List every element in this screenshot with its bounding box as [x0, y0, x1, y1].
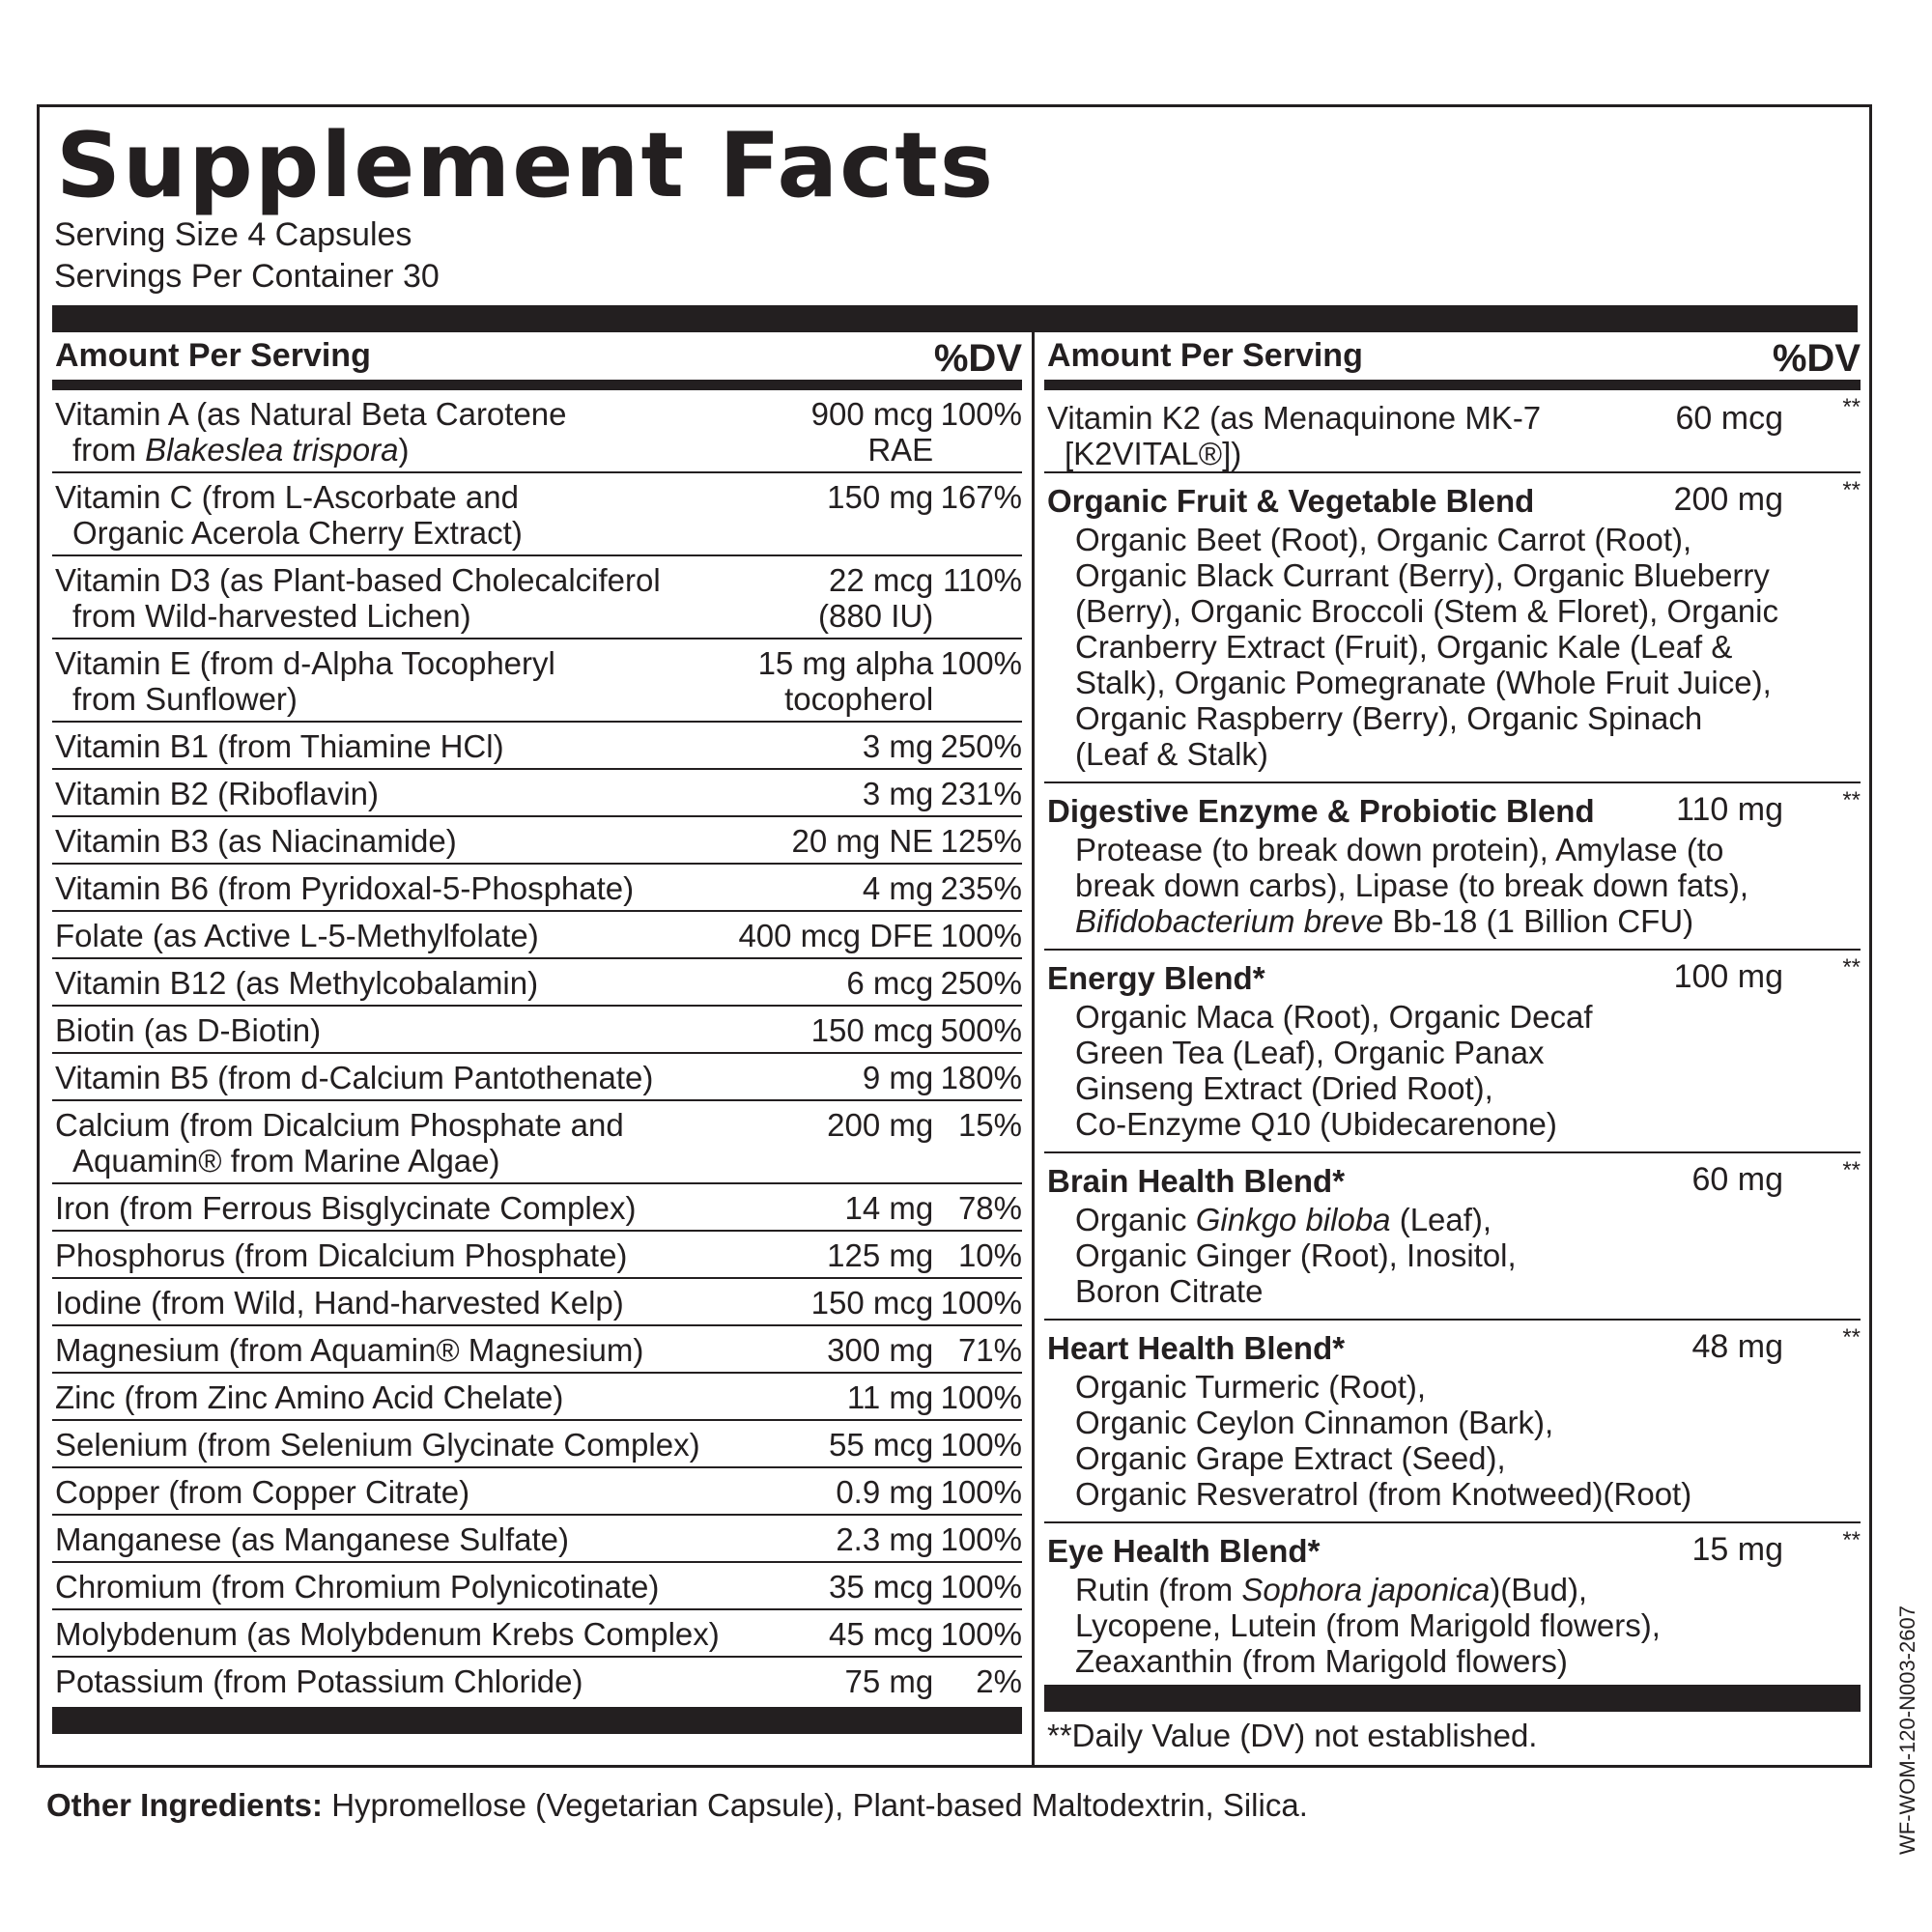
ingredient-text: (Leaf), [1390, 1202, 1492, 1237]
ingredient-line: Organic Black Currant (Berry), Organic Blueberry [1075, 557, 1770, 593]
blend-ingredients [1044, 1202, 1861, 1309]
daily-value: 2% [976, 1663, 1022, 1699]
daily-value: 100% [933, 1515, 1022, 1562]
nutrient-name: Vitamin D3 (as Plant-based Cholecalciferol [55, 562, 661, 598]
dv-not-established-mark: ** [1842, 1324, 1861, 1350]
blend-ingredients [1044, 832, 1861, 939]
header-rule [1044, 380, 1861, 390]
nutrient-amount-cell [720, 1231, 933, 1278]
nutrient-amount-cell [720, 555, 933, 639]
blend-name: Digestive Enzyme & Probiotic Blend [1047, 793, 1595, 829]
nutrient-row [52, 769, 1022, 816]
ingredient-line: Organic Maca (Root), Organic Decaf [1075, 999, 1593, 1035]
bottom-rule [52, 1707, 1022, 1734]
nutrient-row [52, 864, 1022, 911]
name-italic: Blakeslea trispora [145, 432, 399, 468]
nutrient-name-cell [52, 1100, 720, 1183]
nutrient-row [52, 1515, 1022, 1562]
blend-header [1044, 1527, 1861, 1572]
nutrient-name-cell [52, 769, 720, 816]
nutrient-amount: 0.9 mg [836, 1474, 934, 1510]
ingredient-line: Organic Raspberry (Berry), Organic Spinach [1075, 700, 1703, 736]
nutrient-name: Vitamin B1 (from Thiamine HCl) [55, 728, 504, 764]
dv-not-established-mark: ** [1842, 477, 1861, 503]
name-part: from [72, 432, 146, 468]
ingredient-line: Co-Enzyme Q10 (Ubidecarenone) [1075, 1106, 1557, 1142]
blend-ingredients [1044, 1369, 1861, 1512]
nutrient-amount: 150 mcg [810, 1285, 934, 1321]
blend-header [1044, 1157, 1861, 1202]
daily-value: 100% [933, 1467, 1022, 1515]
nutrient-name: Zinc (from Zinc Amino Acid Chelate) [55, 1379, 564, 1415]
nutrient-row [52, 390, 1022, 472]
nutrient-amount: 150 mcg [810, 1012, 934, 1048]
nutrient-name: Vitamin B2 (Riboflavin) [55, 776, 380, 811]
blend-amount: 48 mg [1691, 1328, 1783, 1365]
daily-value: 100% [933, 1420, 1022, 1467]
nutrient-name: Vitamin B5 (from d-Calcium Pantothenate) [55, 1060, 654, 1095]
daily-value: 100% [933, 1609, 1022, 1657]
daily-value: 250% [933, 722, 1022, 769]
nutrient-amount-cell [720, 1278, 933, 1325]
nutrient-row [52, 1006, 1022, 1053]
daily-value: 125% [933, 816, 1022, 864]
nutrient-amount: 35 mcg [828, 1569, 934, 1605]
nutrient-amount-cell [720, 1053, 933, 1100]
column-header [52, 335, 1022, 378]
nutrient-amount: 75 mg [844, 1663, 934, 1699]
ingredient-line [1075, 1202, 1861, 1237]
nutrient-name: Vitamin C (from L-Ascorbate and [55, 479, 519, 515]
nutrient-name-cell [52, 1515, 720, 1562]
nutrient-name-cell [52, 816, 720, 864]
nutrient-name: Copper (from Copper Citrate) [55, 1474, 470, 1510]
blend-header [1044, 477, 1861, 522]
blend-name: Brain Health Blend* [1047, 1163, 1346, 1199]
nutrient-row [52, 1420, 1022, 1467]
nutrient-amount-unit: (880 IU) [817, 598, 934, 634]
nutrient-row [52, 555, 1022, 639]
nutrient-name-cell [52, 472, 720, 555]
ingredient-line: Protease (to break down protein), Amylase (to [1075, 832, 1724, 867]
daily-value: 100% [933, 1278, 1022, 1325]
nutrient-amount: 45 mcg [828, 1616, 934, 1652]
nutrient-amount-cell [720, 639, 933, 722]
daily-value-header: %DV [933, 337, 1022, 380]
dv-not-established-mark: ** [1842, 787, 1861, 813]
nutrient-name-cont [55, 681, 720, 717]
ingredient-line: Green Tea (Leaf), Organic Panax [1075, 1035, 1545, 1070]
daily-value: 231% [933, 769, 1022, 816]
nutrient-name-cell [52, 1609, 720, 1657]
left-nutrient-column [52, 335, 1022, 1734]
nutrient-name-cont [55, 1143, 720, 1179]
nutrient-row [52, 816, 1022, 864]
nutrient-name-cell [52, 390, 720, 472]
name-part: from Wild-harvested Lichen) [72, 598, 471, 634]
ingredient-line: Organic Resveratrol (from Knotweed)(Root) [1075, 1476, 1692, 1512]
blend-ingredients [1044, 1572, 1861, 1679]
other-ingredients-text: Hypromellose (Vegetarian Capsule), Plant-based Maltodextrin, Silica. [323, 1787, 1308, 1823]
nutrient-name-cell [52, 1183, 720, 1231]
ingredient-line: Organic Turmeric (Root), [1075, 1369, 1427, 1405]
nutrient-amount: 9 mg [862, 1060, 934, 1095]
blend-list [1044, 473, 1861, 1689]
nutrient-amount: 125 mg [827, 1237, 934, 1273]
nutrient-row [52, 1373, 1022, 1420]
nutrient-amount-unit: RAE [867, 432, 934, 468]
nutrient-row [52, 1100, 1022, 1183]
nutrient-name-cont [55, 598, 720, 634]
nutrient-name: Calcium (from Dicalcium Phosphate and [55, 1107, 624, 1143]
ingredient-text: Rutin (from [1075, 1572, 1242, 1607]
header-rule [52, 380, 1022, 390]
ingredient-italic: Bifidobacterium breve [1075, 903, 1384, 939]
nutrient-amount-cell [720, 472, 933, 555]
nutrient-name-cell [52, 555, 720, 639]
blend-name: Organic Fruit & Vegetable Blend [1047, 483, 1535, 519]
ingredient-text: Bb-18 (1 Billion CFU) [1383, 903, 1694, 939]
nutrient-row [52, 639, 1022, 722]
nutrient-amount: 300 mg [827, 1332, 934, 1368]
nutrient-amount-cell [720, 1373, 933, 1420]
nutrient-name: Phosphorus (from Dicalcium Phosphate) [55, 1237, 628, 1273]
nutrient-amount-cell [720, 769, 933, 816]
nutrient-name: Vitamin B12 (as Methylcobalamin) [55, 965, 539, 1001]
nutrient-row [52, 1657, 1022, 1703]
daily-value: 110% [933, 555, 1022, 639]
thick-rule [52, 305, 1858, 332]
nutrient-name-cell [52, 1053, 720, 1100]
nutrient-name-cont: [K2VITAL®]) [1065, 436, 1242, 471]
nutrient-name-cont [55, 432, 720, 468]
ingredient-line: Boron Citrate [1075, 1273, 1264, 1309]
blend-section [1044, 951, 1861, 1153]
nutrient-row [52, 911, 1022, 958]
ingredient-line: Organic Ceylon Cinnamon (Bark), [1075, 1405, 1554, 1440]
daily-value: 78% [933, 1183, 1022, 1231]
amount-per-serving-header: Amount Per Serving [55, 337, 371, 374]
nutrient-row [52, 958, 1022, 1006]
nutrient-name: Folate (as Active L-5-Methylfolate) [55, 918, 539, 953]
ingredient-line: Stalk), Organic Pomegranate (Whole Fruit Juice), [1075, 665, 1772, 700]
nutrient-amount: 3 mg [862, 728, 934, 764]
name-part: from Sunflower) [72, 681, 298, 717]
vitamin-k2-row [1044, 390, 1861, 473]
ingredient-italic: Sophora japonica [1241, 1572, 1491, 1607]
nutrient-name: Iodine (from Wild, Hand-harvested Kelp) [55, 1285, 624, 1321]
nutrient-table [52, 390, 1022, 1703]
nutrient-row [52, 472, 1022, 555]
blend-name: Heart Health Blend* [1047, 1330, 1346, 1366]
dv-not-established-mark: ** [1842, 1527, 1861, 1553]
nutrient-row [52, 1325, 1022, 1373]
nutrient-amount-cell [720, 864, 933, 911]
nutrient-amount-cell [720, 1183, 933, 1231]
nutrient-name-cell [52, 722, 720, 769]
ingredient-line: Organic Ginger (Root), Inositol, [1075, 1237, 1517, 1273]
nutrient-amount: 900 mcg [810, 396, 934, 432]
dv-not-established-mark: ** [1842, 1157, 1861, 1183]
daily-value: 167% [933, 472, 1022, 555]
blend-name: Energy Blend* [1047, 960, 1265, 996]
nutrient-amount-cell [720, 1515, 933, 1562]
nutrient-amount-cell [720, 1006, 933, 1053]
nutrient-row [52, 1278, 1022, 1325]
bottom-rule [1044, 1685, 1861, 1712]
blend-section [1044, 473, 1861, 783]
nutrient-name-cell [52, 1325, 720, 1373]
supplement-facts-panel [37, 104, 1872, 1768]
other-ingredients [46, 1787, 1308, 1824]
daily-value: 71% [933, 1325, 1022, 1373]
ingredient-italic: Ginkgo biloba [1195, 1202, 1391, 1237]
ingredient-line: Ginseng Extract (Dried Root), [1075, 1070, 1493, 1106]
nutrient-row [52, 1231, 1022, 1278]
amount-per-serving-header: Amount Per Serving [1047, 337, 1363, 374]
blend-amount: 100 mg [1673, 958, 1783, 995]
nutrient-name-cell [52, 958, 720, 1006]
blend-header [1044, 954, 1861, 999]
nutrient-amount-cell [720, 1609, 933, 1657]
daily-value: 180% [933, 1053, 1022, 1100]
nutrient-amount-cell [720, 1562, 933, 1609]
nutrient-amount: 60 mcg [1675, 400, 1783, 437]
nutrient-amount: 11 mg [846, 1379, 934, 1415]
ingredient-line: (Berry), Organic Broccoli (Stem & Floret), Organic [1075, 593, 1778, 629]
ingredient-text: Organic [1075, 1202, 1196, 1237]
blend-section [1044, 1321, 1861, 1523]
nutrient-amount-cell [720, 1467, 933, 1515]
daily-value-header: %DV [1772, 337, 1861, 380]
nutrient-amount-cell [720, 722, 933, 769]
blend-section [1044, 1523, 1861, 1689]
ingredient-line: Organic Beet (Root), Organic Carrot (Root), [1075, 522, 1692, 557]
daily-value: 500% [933, 1006, 1022, 1053]
nutrient-amount-cell [720, 816, 933, 864]
lot-code: WF-WOM-120-N003-2607 [1895, 1605, 1919, 1855]
servings-per-container: Servings Per Container 30 [54, 258, 440, 295]
nutrient-name-cell [52, 1420, 720, 1467]
nutrient-name: Vitamin E (from d-Alpha Tocopheryl [55, 645, 555, 681]
nutrient-name: Vitamin B3 (as Niacinamide) [55, 823, 457, 859]
nutrient-amount: 3 mg [862, 776, 934, 811]
nutrient-name-cell [52, 1467, 720, 1515]
daily-value: 100% [933, 639, 1022, 722]
nutrient-name: Manganese (as Manganese Sulfate) [55, 1521, 569, 1557]
nutrient-amount: 200 mg [827, 1107, 934, 1143]
daily-value: 100% [933, 1373, 1022, 1420]
nutrient-name: Vitamin B6 (from Pyridoxal-5-Phosphate) [55, 870, 635, 906]
nutrient-amount: 55 mcg [828, 1427, 934, 1463]
daily-value: 250% [933, 958, 1022, 1006]
serving-size: Serving Size 4 Capsules [54, 216, 412, 253]
nutrient-amount-cell [720, 1420, 933, 1467]
daily-value: 100% [933, 911, 1022, 958]
nutrient-name-cell [52, 1278, 720, 1325]
nutrient-row [52, 1562, 1022, 1609]
right-blend-column [1044, 335, 1861, 1689]
nutrient-name-cont [55, 515, 720, 551]
nutrient-name-cell [52, 639, 720, 722]
daily-value: 15% [933, 1100, 1022, 1183]
panel-title: Supplement Facts [56, 113, 996, 217]
name-part: Organic Acerola Cherry Extract) [72, 515, 523, 551]
name-part: ) [398, 432, 410, 468]
nutrient-amount-cell [720, 1657, 933, 1703]
nutrient-amount: 2.3 mg [836, 1521, 934, 1557]
nutrient-amount: 400 mcg DFE [738, 918, 934, 953]
nutrient-row [52, 1053, 1022, 1100]
nutrient-name-cell [52, 1657, 720, 1703]
blend-ingredients [1044, 999, 1861, 1142]
nutrient-amount: 20 mg NE [791, 823, 934, 859]
ingredient-line [1075, 903, 1861, 939]
nutrient-name-cell [52, 911, 720, 958]
dv-not-established-mark: ** [1842, 954, 1861, 980]
ingredient-line: (Leaf & Stalk) [1075, 736, 1268, 772]
nutrient-name: Molybdenum (as Molybdenum Krebs Complex) [55, 1616, 720, 1652]
other-ingredients-label: Other Ingredients: [46, 1787, 324, 1823]
nutrient-amount-cell [720, 958, 933, 1006]
blend-amount: 15 mg [1691, 1531, 1783, 1568]
nutrient-name-cell [52, 1562, 720, 1609]
nutrient-name-cell [52, 1231, 720, 1278]
ingredient-line: Cranberry Extract (Fruit), Organic Kale (Leaf & [1075, 629, 1733, 665]
nutrient-row [52, 722, 1022, 769]
nutrient-amount: 150 mg [827, 479, 934, 515]
ingredient-text: )(Bud), [1490, 1572, 1588, 1607]
nutrient-name-cell [52, 1373, 720, 1420]
nutrient-name: Vitamin K2 (as Menaquinone MK-7 [1047, 400, 1542, 436]
nutrient-amount-cell [720, 911, 933, 958]
column-header [1044, 335, 1861, 378]
blend-section [1044, 783, 1861, 951]
nutrient-name: Chromium (from Chromium Polynicotinate) [55, 1569, 660, 1605]
blend-section [1044, 1153, 1861, 1321]
dv-not-established-mark: ** [1842, 394, 1861, 420]
name-part: Aquamin® from Marine Algae) [72, 1143, 500, 1179]
ingredient-line: break down carbs), Lipase (to break down fats), [1075, 867, 1749, 903]
blend-header [1044, 787, 1861, 832]
ingredient-line: Lycopene, Lutein (from Marigold flowers), [1075, 1607, 1661, 1643]
nutrient-amount-cell [720, 1325, 933, 1373]
blend-name: Eye Health Blend* [1047, 1533, 1321, 1569]
ingredient-line: Organic Grape Extract (Seed), [1075, 1440, 1506, 1476]
ingredient-line [1075, 1572, 1861, 1607]
blend-ingredients [1044, 522, 1861, 772]
blend-amount: 60 mg [1691, 1161, 1783, 1198]
nutrient-row [52, 1467, 1022, 1515]
nutrient-amount-cell [720, 1100, 933, 1183]
nutrient-amount: 4 mg [862, 870, 934, 906]
nutrient-row [52, 1609, 1022, 1657]
dv-footnote: **Daily Value (DV) not established. [1047, 1718, 1538, 1753]
blend-amount: 200 mg [1673, 481, 1783, 518]
nutrient-name: Biotin (as D-Biotin) [55, 1012, 322, 1048]
nutrient-name: Potassium (from Potassium Chloride) [55, 1663, 583, 1699]
nutrient-name: Iron (from Ferrous Bisglycinate Complex) [55, 1190, 637, 1226]
nutrient-amount-unit: tocopherol [784, 681, 934, 717]
nutrient-amount: 14 mg [844, 1190, 934, 1226]
nutrient-amount: 6 mcg [846, 965, 934, 1001]
nutrient-name-cell [52, 1006, 720, 1053]
blend-amount: 110 mg [1676, 791, 1783, 828]
nutrient-amount: 15 mg alpha [757, 645, 934, 681]
daily-value: 100% [933, 1562, 1022, 1609]
nutrient-row [52, 1183, 1022, 1231]
nutrient-amount: 22 mcg [828, 562, 934, 598]
daily-value: 100% [933, 390, 1022, 472]
nutrient-name-cell [52, 864, 720, 911]
column-divider [1032, 332, 1035, 1765]
nutrient-name: Magnesium (from Aquamin® Magnesium) [55, 1332, 644, 1368]
ingredient-line: Zeaxanthin (from Marigold flowers) [1075, 1643, 1568, 1679]
nutrient-name: Selenium (from Selenium Glycinate Complex) [55, 1427, 700, 1463]
nutrient-amount-cell [720, 390, 933, 472]
blend-header [1044, 1324, 1861, 1369]
daily-value: 235% [933, 864, 1022, 911]
nutrient-name: Vitamin A (as Natural Beta Carotene [55, 396, 567, 432]
daily-value: 10% [933, 1231, 1022, 1278]
